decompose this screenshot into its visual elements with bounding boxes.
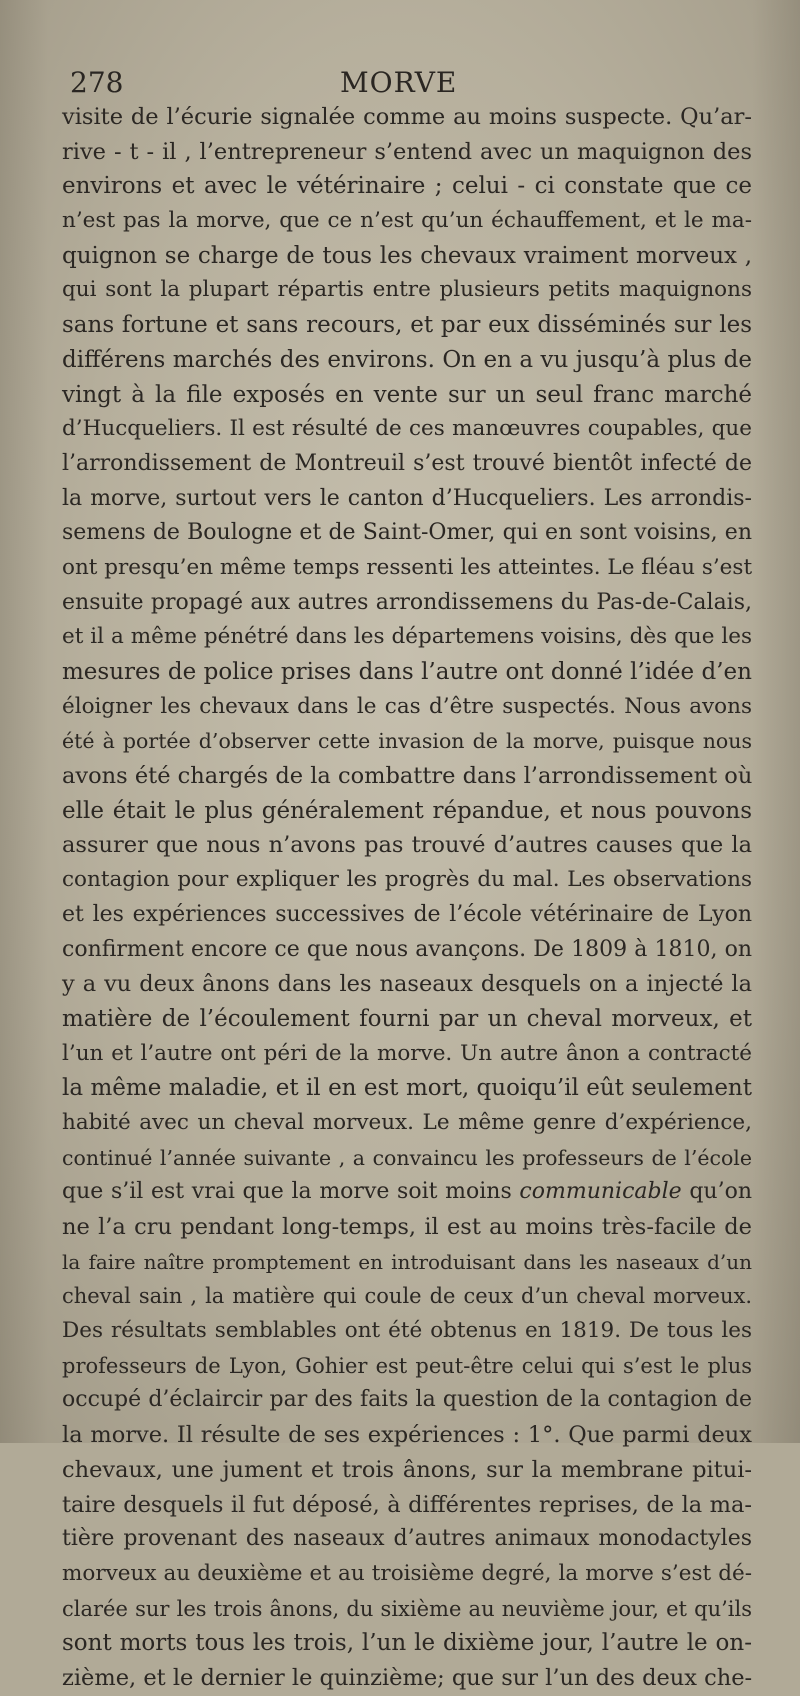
text-line: morveux au deuxième et au troisième degré, la morve s’est dé- xyxy=(62,1560,752,1586)
text-line: la faire naître promptement en introduisant dans les naseaux d’un xyxy=(62,1249,752,1274)
text-line: n’est pas la morve, que ce n’est qu’un échauffement, et le ma- xyxy=(62,208,752,234)
text-line: qui sont la plupart répartis entre plusieurs petits maquignons xyxy=(62,277,752,303)
text-segment: que s’il est vrai que la morve soit moins xyxy=(62,1179,520,1205)
text-line: la morve, surtout vers le canton d’Hucqueliers. Les arrondis- xyxy=(62,485,752,511)
text-line: occupé d’éclaircir par des faits la question de la contagion de xyxy=(62,1387,752,1413)
text-line: ont presqu’en même temps ressenti les atteintes. Le fléau s’est xyxy=(62,554,753,580)
text-line-with-italic xyxy=(62,1175,752,1210)
text-line: taire desquels il fut déposé, à différentes reprises, de la ma- xyxy=(62,1491,752,1518)
text-line: tière provenant des naseaux d’autres animaux monodactyles xyxy=(62,1526,752,1552)
text-line: environs et avec le vétérinaire ; celui - ci constate que ce xyxy=(62,173,752,200)
text-line: été à portée d’observer cette invasion de la morve, puisque nous xyxy=(62,729,752,754)
text-line: mesures de police prises dans l’autre ont donné l’idée d’en xyxy=(62,659,752,685)
text-segment: qu’on xyxy=(681,1179,753,1205)
text-line: clarée sur les trois ânons, du sixième au neuvième jour, et qu’ils xyxy=(62,1596,752,1621)
text-line: y a vu deux ânons dans les naseaux desquels on a injecté la xyxy=(62,971,752,998)
text-line: assurer que nous n’avons pas trouvé d’autres causes que la xyxy=(62,832,752,859)
text-line: vingt à la file exposés en vente sur un seul franc marché xyxy=(62,381,752,408)
text-line: zième, et le dernier le quinzième; que sur l’un des deux che- xyxy=(62,1664,753,1691)
text-line: différens marchés des environs. On en a vu jusqu’à plus de xyxy=(62,346,752,373)
text-line: l’arrondissement de Montreuil s’est trouvé bientôt infecté de xyxy=(62,450,752,476)
page-header xyxy=(0,66,800,100)
text-line: et il a même pénétré dans les départemens voisins, dès que les xyxy=(62,624,752,650)
body-text xyxy=(62,100,752,1696)
text-line: sont morts tous les trois, l’un le dixième jour, l’autre le on- xyxy=(62,1630,752,1657)
text-line: ne l’a cru pendant long-temps, il est au moins très-facile de xyxy=(62,1214,752,1240)
text-line: confirment encore ce que nous avançons. De 1809 à 1810, on xyxy=(62,936,752,962)
text-line: contagion pour expliquer les progrès du mal. Les observations xyxy=(62,867,752,893)
text-line: matière de l’écoulement fourni par un cheval morveux, et xyxy=(62,1005,752,1032)
running-title: MORVE xyxy=(340,66,458,99)
text-line: et les expériences successives de l’école vétérinaire de Lyon xyxy=(62,901,752,927)
text-line: cheval sain , la matière qui coule de ceux d’un cheval morveux. xyxy=(62,1284,752,1309)
text-line: visite de l’écurie signalée comme au moins suspecte. Qu’ar- xyxy=(62,104,752,130)
text-line: sans fortune et sans recours, et par eux disséminés sur les xyxy=(62,312,752,339)
text-line: ensuite propagé aux autres arrondissemens du Pas-de-Calais, xyxy=(62,589,752,615)
text-line: la morve. Il résulte de ses expériences : 1°. Que parmi deux xyxy=(62,1422,752,1449)
text-line: la même maladie, et il en est mort, quoiqu’il eût seulement xyxy=(62,1075,752,1102)
text-line: avons été chargés de la combattre dans l’arrondissement où xyxy=(62,763,753,790)
text-line: habité avec un cheval morveux. Le même genre d’expérience, xyxy=(62,1109,752,1135)
text-line: d’Hucqueliers. Il est résulté de ces manœuvres coupables, que xyxy=(62,416,752,442)
text-line: semens de Boulogne et de Saint-Omer, qui en sont voisins, en xyxy=(62,520,752,546)
text-line: rive - t - il , l’entrepreneur s’entend avec un maquignon des xyxy=(62,138,752,165)
text-line: elle était le plus généralement répandue, et nous pouvons xyxy=(62,797,752,824)
text-line: Des résultats semblables ont été obtenus en 1819. De tous les xyxy=(62,1318,752,1344)
text-line: quignon se charge de tous les chevaux vraiment morveux , xyxy=(62,242,752,269)
text-line: éloigner les chevaux dans le cas d’être suspectés. Nous avons xyxy=(62,693,752,719)
text-line: l’un et l’autre ont péri de la morve. Un autre ânon a contracté xyxy=(62,1040,752,1066)
text-line: professeurs de Lyon, Gohier est peut-être celui qui s’est le plus xyxy=(62,1353,752,1378)
text-line: chevaux, une jument et trois ânons, sur la membrane pitui- xyxy=(62,1456,752,1483)
text-line: continué l’année suivante , a convaincu les professeurs de l’école xyxy=(62,1145,752,1170)
italic-word: communicable xyxy=(519,1179,682,1205)
page-number: 278 xyxy=(70,66,124,99)
